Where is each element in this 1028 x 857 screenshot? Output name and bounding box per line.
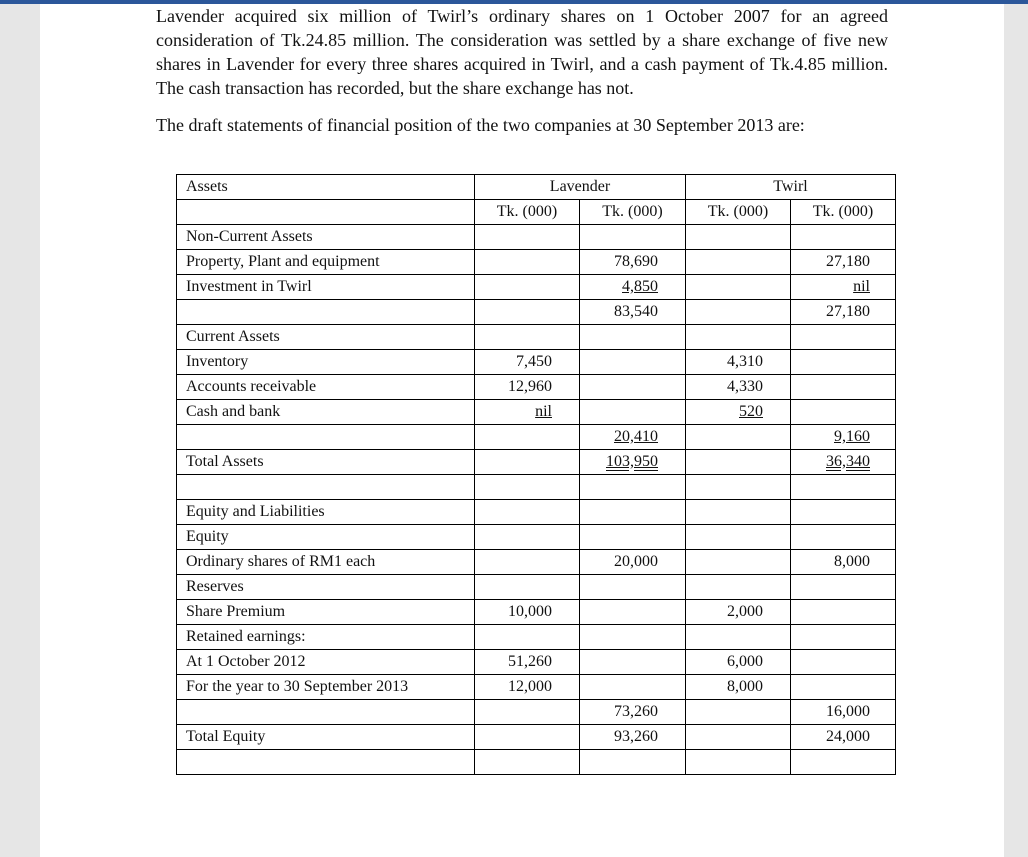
cell-c4 (791, 425, 896, 450)
row-label: Accounts receivable (177, 375, 475, 400)
table-row (177, 475, 896, 500)
cell-value: 20,410 (614, 428, 658, 445)
cell-c1 (475, 225, 580, 250)
cell-c2 (580, 475, 686, 500)
units-blank-cell (177, 200, 475, 225)
cell-value: 51,260 (508, 653, 552, 670)
cell-c3 (686, 250, 791, 275)
row-label: At 1 October 2012 (177, 650, 475, 675)
cell-value: 7,450 (516, 353, 552, 370)
row-label: Inventory (177, 350, 475, 375)
table-row (177, 600, 896, 625)
cell-value: 20,000 (614, 553, 658, 570)
row-label (177, 425, 475, 450)
table-header-row (177, 175, 896, 200)
cell-value: 12,000 (508, 678, 552, 695)
cell-c2 (580, 725, 686, 750)
cell-c1 (475, 475, 580, 500)
cell-c3 (686, 550, 791, 575)
cell-c1 (475, 525, 580, 550)
cell-c3 (686, 225, 791, 250)
row-label: Equity and Liabilities (177, 500, 475, 525)
cell-c1 (475, 500, 580, 525)
table-row (177, 450, 896, 475)
cell-c2 (580, 425, 686, 450)
cell-value: 6,000 (727, 653, 763, 670)
cell-c2 (580, 500, 686, 525)
cell-c1 (475, 325, 580, 350)
cell-c4 (791, 650, 896, 675)
row-label (177, 750, 475, 775)
table-units-row (177, 200, 896, 225)
cell-value: 83,540 (614, 303, 658, 320)
cell-c1 (475, 400, 580, 425)
row-label (177, 700, 475, 725)
cell-c4 (791, 300, 896, 325)
cell-c1 (475, 750, 580, 775)
row-label: Total Assets (177, 450, 475, 475)
cell-c2 (580, 525, 686, 550)
header-twirl: Twirl (686, 175, 896, 200)
cell-c1 (475, 300, 580, 325)
table-row (177, 350, 896, 375)
cell-value: 4,310 (727, 353, 763, 370)
cell-value: 27,180 (826, 253, 870, 270)
cell-value: nil (535, 403, 552, 420)
table-row (177, 225, 896, 250)
table-row (177, 725, 896, 750)
cell-c3 (686, 575, 791, 600)
table-row (177, 250, 896, 275)
cell-value: 78,690 (614, 253, 658, 270)
cell-c3 (686, 675, 791, 700)
row-label (177, 300, 475, 325)
cell-c4 (791, 450, 896, 475)
cell-c2 (580, 225, 686, 250)
financial-position-table (176, 174, 896, 775)
row-label: Current Assets (177, 325, 475, 350)
cell-c4 (791, 375, 896, 400)
cell-c3 (686, 600, 791, 625)
cell-c3 (686, 475, 791, 500)
cell-c3 (686, 650, 791, 675)
cell-c3 (686, 375, 791, 400)
row-label: Property, Plant and equipment (177, 250, 475, 275)
cell-c1 (475, 450, 580, 475)
cell-c3 (686, 625, 791, 650)
table-row (177, 650, 896, 675)
cell-value: nil (853, 278, 870, 295)
cell-c3 (686, 725, 791, 750)
cell-c2 (580, 550, 686, 575)
table-row (177, 700, 896, 725)
cell-c2 (580, 625, 686, 650)
cell-c4 (791, 750, 896, 775)
cell-value: 24,000 (826, 728, 870, 745)
cell-c4 (791, 525, 896, 550)
cell-c2 (580, 300, 686, 325)
table-row (177, 425, 896, 450)
cell-value: 4,330 (727, 378, 763, 395)
cell-c3 (686, 450, 791, 475)
intro-paragraph: Lavender acquired six million of Twirl’s ordinary shares on 1 October 2007 for an agreed consideration of Tk.24.85 million. The consideration was settled by a share exchange of five new shares in Lavender for every three shares acquired in Twirl, and a cash payment of Tk.4.85 million. The cash transaction has recorded, but the share exchange has not. (156, 6, 888, 98)
cell-c1 (475, 350, 580, 375)
table-row (177, 675, 896, 700)
cell-value: 103,950 (606, 453, 658, 470)
table-row (177, 550, 896, 575)
cell-value: 10,000 (508, 603, 552, 620)
cell-c1 (475, 275, 580, 300)
cell-c1 (475, 700, 580, 725)
cell-c3 (686, 300, 791, 325)
cell-c1 (475, 650, 580, 675)
cell-c4 (791, 225, 896, 250)
row-label: Reserves (177, 575, 475, 600)
cell-value: 520 (739, 403, 763, 420)
header-assets: Assets (177, 175, 475, 200)
cell-value: 4,850 (622, 278, 658, 295)
cell-c4 (791, 475, 896, 500)
cell-c4 (791, 550, 896, 575)
cell-c1 (475, 575, 580, 600)
cell-c3 (686, 425, 791, 450)
cell-c4 (791, 500, 896, 525)
cell-c3 (686, 500, 791, 525)
cell-c1 (475, 375, 580, 400)
cell-c3 (686, 700, 791, 725)
table-row (177, 750, 896, 775)
cell-c4 (791, 625, 896, 650)
cell-c3 (686, 350, 791, 375)
table-row (177, 325, 896, 350)
cell-c4 (791, 400, 896, 425)
cell-c3 (686, 525, 791, 550)
row-label: Investment in Twirl (177, 275, 475, 300)
table-row (177, 625, 896, 650)
cell-c4 (791, 675, 896, 700)
cell-c2 (580, 375, 686, 400)
cell-c2 (580, 700, 686, 725)
cell-c2 (580, 400, 686, 425)
cell-c4 (791, 275, 896, 300)
units-lavender-col2: Tk. (000) (580, 200, 686, 225)
document-page (40, 4, 1004, 857)
cell-c1 (475, 725, 580, 750)
units-lavender-col1: Tk. (000) (475, 200, 580, 225)
cell-c2 (580, 600, 686, 625)
table-row (177, 300, 896, 325)
row-label: Equity (177, 525, 475, 550)
cell-c4 (791, 575, 896, 600)
row-label: Retained earnings: (177, 625, 475, 650)
cell-value: 12,960 (508, 378, 552, 395)
row-label (177, 475, 475, 500)
cell-c4 (791, 350, 896, 375)
row-label: Non-Current Assets (177, 225, 475, 250)
cell-c2 (580, 450, 686, 475)
table-row (177, 575, 896, 600)
cell-c3 (686, 400, 791, 425)
table-row (177, 275, 896, 300)
table-row (177, 400, 896, 425)
cell-c1 (475, 250, 580, 275)
cell-c1 (475, 600, 580, 625)
cell-value: 36,340 (826, 453, 870, 470)
cell-c2 (580, 650, 686, 675)
row-label: Share Premium (177, 600, 475, 625)
cell-c2 (580, 250, 686, 275)
cell-value: 8,000 (727, 678, 763, 695)
cell-c4 (791, 600, 896, 625)
units-twirl-col1: Tk. (000) (686, 200, 791, 225)
table-intro-paragraph: The draft statements of financial position of the two companies at 30 September 2013 are: (156, 115, 805, 135)
cell-c2 (580, 675, 686, 700)
cell-c4 (791, 700, 896, 725)
table-row (177, 525, 896, 550)
cell-c1 (475, 675, 580, 700)
cell-value: 93,260 (614, 728, 658, 745)
cell-c2 (580, 750, 686, 775)
units-twirl-col2: Tk. (000) (791, 200, 896, 225)
cell-c2 (580, 575, 686, 600)
cell-c1 (475, 425, 580, 450)
cell-value: 16,000 (826, 703, 870, 720)
header-lavender: Lavender (475, 175, 686, 200)
row-label: For the year to 30 September 2013 (177, 675, 475, 700)
cell-c3 (686, 325, 791, 350)
cell-c1 (475, 625, 580, 650)
cell-c4 (791, 325, 896, 350)
cell-c3 (686, 275, 791, 300)
cell-value: 9,160 (834, 428, 870, 445)
row-label: Total Equity (177, 725, 475, 750)
cell-value: 73,260 (614, 703, 658, 720)
cell-c2 (580, 325, 686, 350)
row-label: Cash and bank (177, 400, 475, 425)
cell-c2 (580, 275, 686, 300)
cell-c2 (580, 350, 686, 375)
table-row (177, 500, 896, 525)
cell-c4 (791, 250, 896, 275)
cell-c4 (791, 725, 896, 750)
cell-value: 2,000 (727, 603, 763, 620)
row-label: Ordinary shares of RM1 each (177, 550, 475, 575)
table-row (177, 375, 896, 400)
cell-c3 (686, 750, 791, 775)
cell-c1 (475, 550, 580, 575)
cell-value: 27,180 (826, 303, 870, 320)
cell-value: 8,000 (834, 553, 870, 570)
